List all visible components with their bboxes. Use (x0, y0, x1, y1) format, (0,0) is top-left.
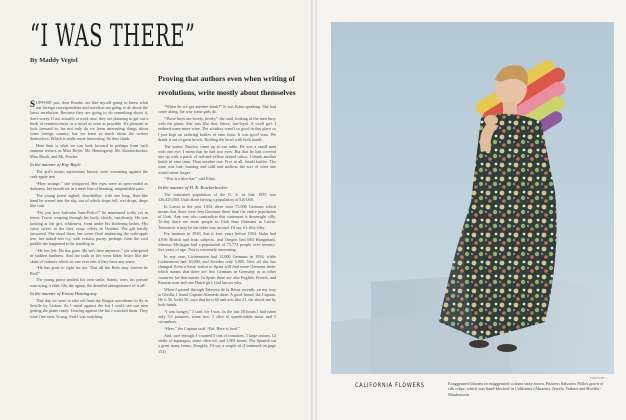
article-title: “I WAS THERE” (30, 18, 196, 54)
section-subhead: In the manner of Kay Boyle (30, 161, 81, 167)
intro-paragraph (30, 100, 148, 142)
paragraph: In Latvia in the year 1934, there were 75,000 Germans which means that there were less Germans there than the entire population of Utah. Any one who contradicts this statement is downright silly. To-day there are more people in Utah than Germans in Latvia. Tomorrow it may be the other way around. I'd say it's fifty-fifty. (158, 203, 276, 230)
paragraph: The young priest sighed, downhillier, with one long, flute-like hand he waved into the sky, out of which drops fell, wet drops, drops like rain. (30, 193, 148, 209)
paragraph: The girl's moist, mysterious breasts were screaming against the crab-apple tree. (30, 169, 148, 180)
paragraph: That day we were to take off from the Burgos aerodrome to fly to Seville by Lisbon. As I stood against the bar I could see our men getting the plane ready. Leaving against the bar I watched them. They were fine men, Young. And I was watching. (30, 298, 148, 319)
paragraph: For instance in 1930, that is four years before 1934, Idaho had 4,956 British and Irish subjects, and Oregon had 684 Hungarians, whereas Michigan had a population of 73,774 people over seventy-five years of age. This is extremely interesting. (158, 231, 276, 253)
article-column-1 (30, 100, 148, 320)
paragraph: “This is a nice bar,” said Edna. (164, 176, 216, 182)
paragraph: “When do we get another drink?” It was Edna speaking. She had come along, the way some girls do. (158, 104, 276, 115)
paragraph: When I passed through Talavera de la Reina recently on my way to Oleilla, I found Captain Alameda there. A good friend, the Captain. He is 56, looks 50, says that he is 60 and acts like 21, the shook me by both hands. (158, 286, 276, 308)
paragraph: In any case, Lichtenstein had 12,000 Germans in 1934, while Lichtenstein had 10,000, and Sweden only 5,000. Now all this has changed. Even a hasty visitor to Spain will find more Germans there, which means that there are less Germans in Germany or in other countries for that matter. In Spain there are also English, French, and Russian men and one Dutch girl, God knows why. (158, 253, 276, 285)
paragraph: The waiter, Pancho, came up to our table. He was a small man with one eye. I mean that he had two eyes. But that he had covered one up with a patch of red-and-yellow dotted calico. I drank another bottle of vino tinto. Then another one. Five in all. Small bottles. The wine was fine, burning and cold and mellow, the sort of wine one would never forget. (158, 143, 276, 175)
caption-body: Exaggerated blooms in exaggerated colours stray across Princess Salvador Palla's gown of silk crêpe, which was hand-blocked in California (Abrams). Jewels, Trabert and Hoeffer-Mauboussin (448, 381, 604, 397)
caption-title: CALIFORNIA FLOWERS (355, 381, 425, 389)
paragraph: And, sure enough, I counted 5 tins of tomatoes, 3 large onions, 12 stalks of asparagus, some olive-oil, and 1,001 beans. The Spanish eat a great many beans. Roughly, I'd say a couple of (Continued on page 152) (158, 333, 276, 354)
paragraph: “These boys are lovely, lovely,” she said, looking at the men busy with the plane. She was like that, fierce, fun-loyal. A swell girl. I ordered some more wine. The whiskey wasn't so good in that place so I just kept on ordering bottles of vino tinto. It was good vino. We drank it out of great bowls. Holding the bowl with both hands. (158, 116, 276, 142)
paragraph: “Here,” the Captain said. “Eat. Here is food.” (164, 326, 241, 332)
fashion-photo (331, 22, 614, 374)
paragraph: “I was hungry,” I said, for I was. In the last 28 hours I had eaten only 3½ potatoes, some rice, 1 slice of questionable meat, and 5 cucumbers. (158, 309, 276, 325)
section-subhead: In the manner of H. R. Knickerbocker (158, 184, 228, 190)
intro-text: UPPOSE you, dear Reader, are like myself going to know what our foreign correspondents and novelists are going to do about the latest revolution. Because they are going to do something about it, don't worry. If not actually at work now, they are planning to get out a book of reminiscences or a novel as soon as possible. It's pleasant to look forward to, for not only do we learn interesting things about some foreign country, but we learn so much about the writers themselves. Which is really more interesting. So they think. (30, 100, 148, 142)
article-deck: Proving that authors even when writing of revolutions, write mostly about themselves (158, 74, 296, 97)
paragraph: Here then is what we can look forward to perhaps from such eminent writers as Miss Boyle, Mr. Hemingway, Mr. Knickerbocker, Miss Brush, and Mr. Fowler. (30, 143, 148, 159)
section-subhead: In the manner of Ernest Hemingway (30, 290, 97, 296)
photo-credit: PHOTO BY ... (590, 376, 608, 380)
paragraph: “Do you love Salvador Juan-Pedro?” he murmured softly yet in terror. Terror creeping through his body, slowly, insidiously. He was looking at the girl, whiteness, from under his fluttering lashes. His voice sweet, as the first, crisp, celery in October. The girl hardly answered. She stood there, her sweet flesh embracing the crab-apple tree, her naked feet icy, with ecstatic purity, perhaps, from the cool puddle she happened to be standing in. (30, 210, 148, 247)
paragraph: “How strange,” she whispered. Her eyes were as open-ended as darkness, her mouth set in a mere line of bleating, unspeakable pain. (30, 181, 148, 192)
drop-cap: S (30, 99, 36, 109)
paragraph: The young priest smiled, his own smile. Saints, wars, his private sorrowing, a shirt. Oh, the agony, the dreadful unimportance of it all! (30, 277, 148, 288)
article-column-2 (158, 104, 276, 355)
paragraph: The estimated population of the U. S. in July 1935 was 126,425,000. Utah alone having a population of 520,000. (158, 191, 276, 203)
paragraph: “He has left. He has gone. He isn't here anymore,” she whispered in sudden madness. And the truth in her went bitter, bitter like the skins of walnuts which no one ever eats if they have any sense. (30, 248, 148, 264)
article-byline: By Maddy Vegtel (30, 57, 78, 64)
fashion-photo-illustration (331, 22, 614, 374)
paragraph: “He has gone to fight for me. That all the Reds may forever be Red!” (30, 265, 148, 276)
